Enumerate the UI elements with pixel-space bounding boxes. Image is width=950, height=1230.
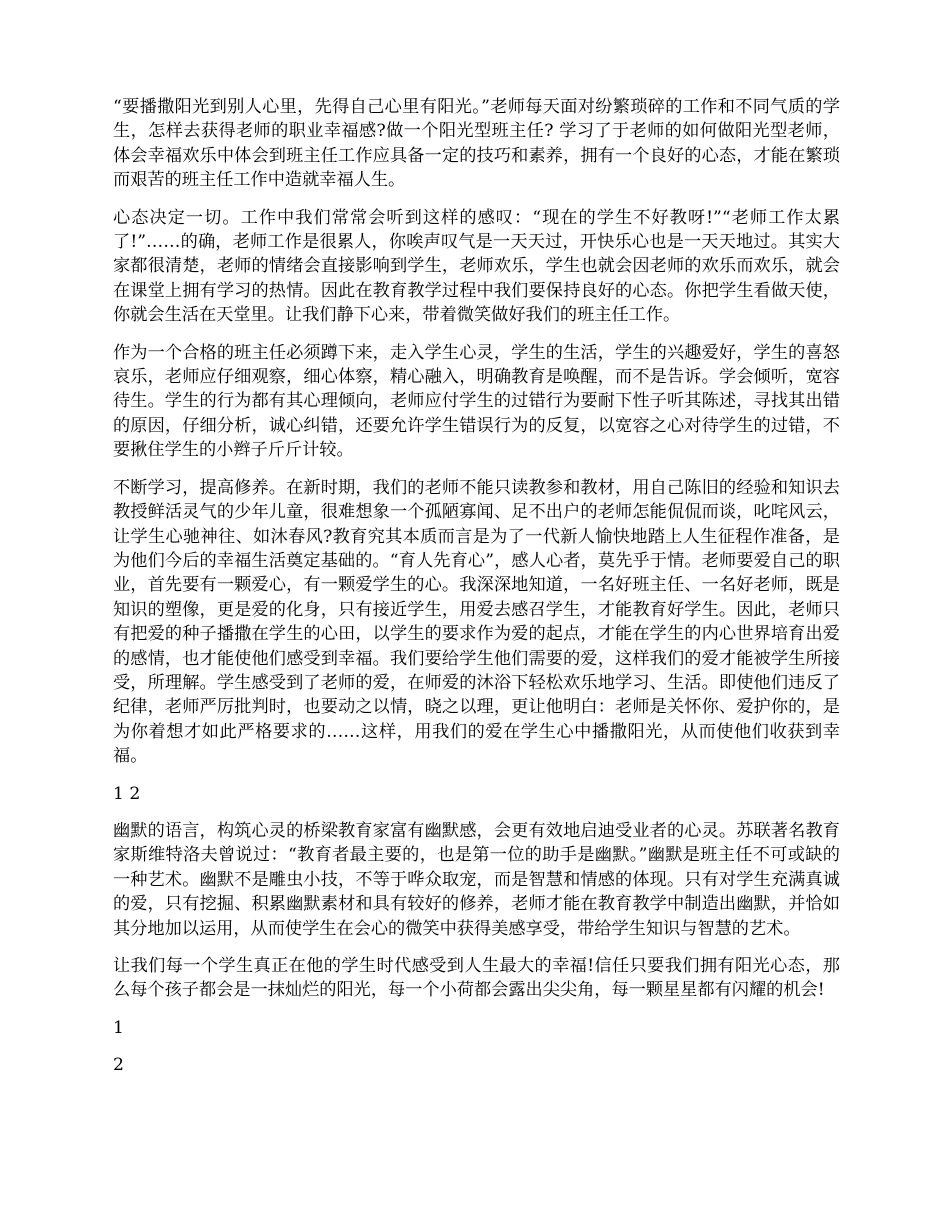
paragraph-mindset: 心态决定一切。工作中我们常常会听到这样的感叹：“现在的学生不好教呀!”“老师工作太累了!”……的确，老师工作是很累人，你唉声叹气是一天天过，开快乐心也是一天天地过。其实大家都很清楚，老师的情绪会直接影响到学生，老师欢乐，学生也就会因老师的欢乐而欢乐，就会在课堂上拥有学习的热情。因此在教育教学过程中我们要保持良好的心态。你把学生看做天使，你就会生活在天堂里。让我们静下心来，带着微笑做好我们的班主任工作。 bbox=[113, 207, 840, 326]
page-number-2: 2 bbox=[113, 1055, 124, 1076]
page-number-1: 1 bbox=[113, 1017, 124, 1038]
paragraph-qualified-teacher: 作为一个合格的班主任必须蹲下来，走入学生心灵，学生的生活，学生的兴趣爱好，学生的喜怒哀乐，老师应仔细观察，细心体察，精心融入，明确教育是唤醒，而不是告诉。学会倾听，宽容待生。学生的行为都有其心理倾向，老师应付学生的过错行为要耐下性子听其陈述，寻找其出错的原因，仔细分析，诚心纠错，还要允许学生错误行为的反复，以宽容之心对待学生的过错，不要揪住学生的小辫子斤斤计较。 bbox=[113, 342, 840, 461]
paragraph-conclusion: 让我们每一个学生真正在他的学生时代感受到人生最大的幸福!信任只要我们拥有阳光心态，那么每个孩子都会是一抹灿烂的阳光，每一个小荷都会露出尖尖角，每一颗星星都有闪耀的机会! bbox=[113, 956, 840, 1001]
paragraph-continuous-learning: 不断学习，提高修养。在新时期，我们的老师不能只读教参和教材，用自己陈旧的经验和知识去教授鲜活灵气的少年儿童，很难想象一个孤陋寡闻、足不出户的老师怎能侃侃而谈，叱咤风云，让学生心驰神往、如沐春风?教育究其本质而言是为了一代新人愉快地踏上人生征程作准备，是为他们今后的幸福生活奠定基础的。“育人先育心”，感人心者，莫先乎于情。老师要爱自己的职业，首先要有一颗爱心，有一颗爱学生的心。我深深地知道，一名好班主任、一名好老师，既是知识的塑像，更是爱的化身，只有接近学生，用爱去感召学生，才能教育好学生。因此，老师只有把爱的种子播撒在学生的心田，以学生的要求作为爱的起点，才能在学生的内心世界培育出爱的感情，也才能使他们感受到幸福。我们要给学生他们需要的爱，这样我们的爱才能被学生所接受，所理解。学生感受到了老师的爱，在师爱的沐浴下轻松欢乐地学习、生活。即使他们违反了纪律，老师严厉批判时，也要动之以情，晓之以理，更让他明白：老师是关怀你、爱护你的，是为你着想才如此严格要求的……这样，用我们的爱在学生心中播撒阳光，从而使他们收获到幸福。 bbox=[113, 477, 840, 767]
paragraph-humor: 幽默的语言，构筑心灵的桥梁教育家富有幽默感，会更有效地启迪受业者的心灵。苏联著名教育家斯维特洛夫曾说过：“教育者最主要的，也是第一位的助手是幽默。”幽默是班主任不可或缺的一种艺术。幽默不是雕虫小技，不等于哗众取宠，而是智慧和情感的体现。只有对学生充满真诚的爱，只有挖掘、积累幽默素材和具有较好的修养，老师才能在教育教学中制造出幽默，并恰如其分地加以运用，从而使学生在会心的微笑中获得美感享受，带给学生知识与智慧的艺术。 bbox=[113, 820, 840, 939]
paragraph-intro: “要播撒阳光到别人心里，先得自己心里有阳光。”老师每天面对纷繁琐碎的工作和不同气质的学生，怎样去获得老师的职业幸福感?做一个阳光型班主任? 学习了于老师的如何做阳光型老师，体会幸福欢乐中体会到班主任工作应具备一定的技巧和素养，拥有一个良好的心态，才能在繁琐而艰苦的班主任工作中造就幸福人生。 bbox=[113, 97, 840, 191]
page-number-line: 1 2 bbox=[113, 783, 141, 804]
